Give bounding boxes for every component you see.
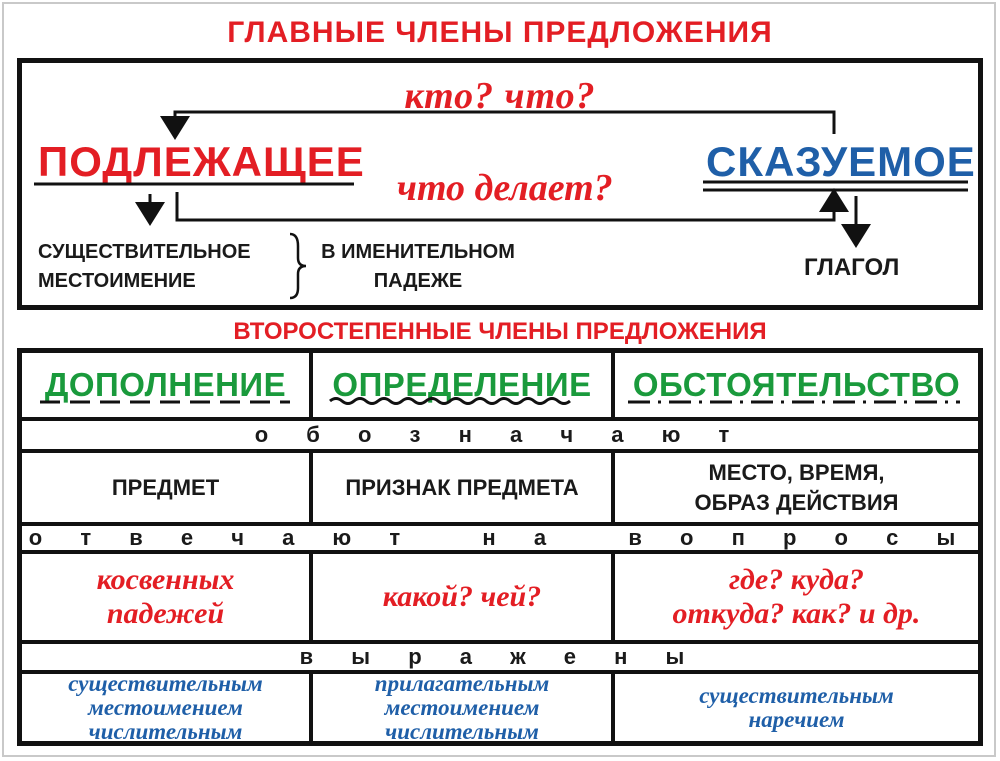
term-adverbial: ОБСТОЯТЕЛЬСТВО	[632, 366, 961, 403]
denote-attribute: ПРИЗНАК ПРЕДМЕТА	[345, 474, 579, 500]
question-object-line-1: косвенных	[96, 563, 235, 596]
expressed-object-line-3: числительным	[88, 718, 243, 744]
predicate-expressed-by: ГЛАГОЛ	[804, 254, 900, 281]
question-adverbial-line-2: откуда? как? и др.	[672, 597, 921, 630]
subject-pos-noun: СУЩЕСТВИТЕЛЬНОЕ	[38, 241, 251, 263]
denote-object: ПРЕДМЕТ	[111, 474, 220, 500]
term-attribute: ОПРЕДЕЛЕНИЕ	[332, 366, 592, 403]
answer-label: о т в е ч а ю т н а в о п р о с ы	[28, 525, 972, 550]
case-line-1: В ИМЕНИТЕЛЬНОМ	[321, 241, 515, 263]
predicate-label: СКАЗУЕМОЕ	[706, 138, 976, 185]
case-line-2: ПАДЕЖЕ	[373, 270, 463, 292]
term-object: ДОПОЛНЕНИЕ	[44, 366, 287, 403]
expressed-attribute-line-3: числительным	[385, 718, 539, 744]
denote-label: о б о з н а ч а ю т	[254, 422, 746, 447]
expressed-attribute-line-2: местоимением	[384, 694, 540, 720]
questions-attribute: какой? чей?	[382, 580, 542, 613]
expressed-object-line-2: местоимением	[88, 694, 243, 720]
expressed-attribute-line-1: прилагательным	[374, 670, 550, 696]
subject-label: ПОДЛЕЖАЩЕЕ	[38, 138, 365, 185]
question-object-line-2: падежей	[106, 597, 225, 630]
secondary-title: ВТОРОСТЕПЕННЫЕ ЧЛЕНЫ ПРЕДЛОЖЕНИЯ	[233, 318, 767, 345]
denote-adverbial-line-2: ОБРАЗ ДЕЙСТВИЯ	[694, 489, 899, 515]
expressed-adverbial-line-1: существительным	[699, 682, 894, 708]
expressed-object-line-1: существительным	[68, 670, 263, 696]
subject-pos-pronoun: МЕСТОИМЕНИЕ	[38, 270, 196, 292]
denote-adverbial-line-1: МЕСТО, ВРЕМЯ,	[708, 459, 885, 485]
page-title: ГЛАВНЫЕ ЧЛЕНЫ ПРЕДЛОЖЕНИЯ	[227, 16, 773, 49]
subject-question: кто? что?	[404, 75, 596, 117]
expressed-adverbial-line-2: наречием	[748, 706, 845, 732]
attribute-underline-wavy	[330, 399, 570, 404]
expressed-label: в ы р а ж е н ы	[299, 644, 701, 669]
predicate-question: что делает?	[397, 167, 613, 209]
question-adverbial-line-1: где? куда?	[728, 563, 865, 596]
